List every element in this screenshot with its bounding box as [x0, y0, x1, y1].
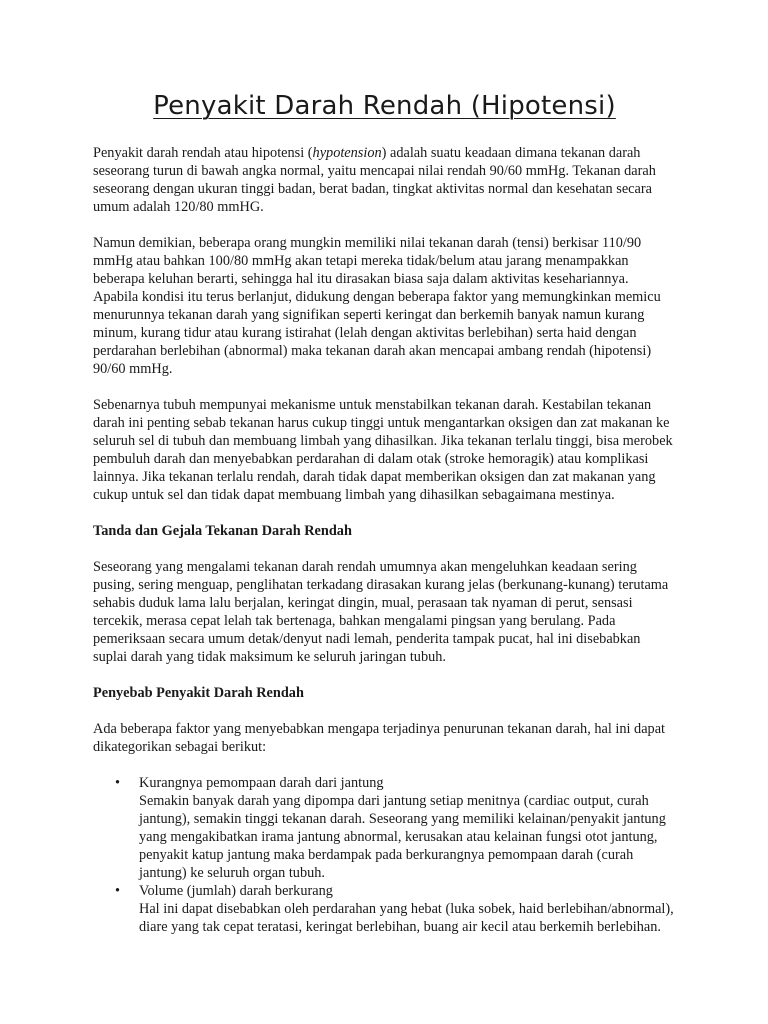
list-item-body: Hal ini dapat disebabkan oleh perdarahan yang hebat (luka sobek, haid berlebihan/abnormal), diare yang tak cepat teratasi, keringat berlebihan, buang air kecil atau berkemih berlebihan.	[139, 901, 674, 935]
document-title: Penyakit Darah Rendah (Hipotensi)	[153, 91, 616, 121]
intro-text-before: Penyakit darah rendah atau hipotensi (	[93, 145, 313, 161]
list-item-body: Semakin banyak darah yang dipompa dari jantung setiap menitnya (cardiac output, curah jantung), semakin tinggi tekanan darah. Seseorang yang memiliki kelainan/penyakit jantung yang mengakibatkan irama jantung abnormal, kerusakan atau kelainan fungsi otot jantung, penyakit katup jantung maka berdampak pada berkurangnya pemompaan darah (curah jantung) ke seluruh organ tubuh.	[139, 793, 666, 881]
list-item-title: • Kurangnya pemompaan darah dari jantung	[139, 775, 384, 791]
section-heading-symptoms: Tanda dan Gejala Tekanan Darah Rendah	[93, 523, 352, 539]
paragraph-2: Namun demikian, beberapa orang mungkin memiliki nilai tekanan darah (tensi) berkisar 110/90 mmHg atau bahkan 100/80 mmHg akan tetapi mereka tidak/belum atau jarang menampakkan beberapa keluhan berarti, sehingga hal itu dirasakan biasa saja dalam aktivitas kesehariannya. Apabila kondisi itu terus berlanjut, didukung dengan beberapa faktor yang memungkinkan memicu menurunnya tekanan darah yang signifikan seperti keringat dan berkemih banyak namun kurang minum, kurang tidur atau kurang istirahat (lelah dengan aktivitas berlebihan) serta haid dengan perdarahan berlebihan (abnormal) maka tekanan darah akan mencapai ambang rendah (hipotensi) 90/60 mmHg.	[93, 235, 661, 377]
list-item	[139, 882, 676, 936]
list-item-title: • Volume (jumlah) darah berkurang	[139, 883, 333, 899]
intro-text-after: ) adalah suatu keadaan dimana tekanan darah seseorang turun di bawah angka normal, yaitu mencapai nilai rendah 90/60 mmHg. Tekanan darah seseorang dengan ukuran tinggi badan, berat badan, tingkat aktivitas normal dan kesehatan secara umum adalah 120/80 mmHG.	[93, 145, 656, 215]
section-heading-causes: Penyebab Penyakit Darah Rendah	[93, 685, 304, 701]
intro-italic-term: hypotension	[312, 145, 382, 161]
paragraph-3: Sebenarnya tubuh mempunyai mekanisme untuk menstabilkan tekanan darah. Kestabilan tekanan darah ini penting sebab tekanan harus cukup tinggi untuk mengantarkan oksigen dan zat makanan ke seluruh sel di tubuh dan membuang limbah yang dihasilkan. Jika tekanan terlalu tinggi, bisa merobek pembuluh darah dan menyebabkan perdarahan di dalam otak (stroke hemoragik) atau komplikasi lainnya. Jika tekanan terlalu rendah, darah tidak dapat memberikan oksigen dan zat makanan yang cukup untuk sel dan tidak dapat membuang limbah yang dihasilkan sebagaimana mestinya.	[93, 397, 673, 503]
list-item	[139, 774, 676, 882]
symptoms-paragraph: Seseorang yang mengalami tekanan darah rendah umumnya akan mengeluhkan keadaan sering pusing, sering menguap, penglihatan terkadang dirasakan kurang jelas (berkunang-kunang) terutama sehabis duduk lama lalu berjalan, keringat dingin, mual, perasaan tak nyaman di perut, sensasi tercekik, merasa cepat lelah tak bertenaga, bahkan mengalami pingsan yang berulang. Pada pemeriksaan secara umum detak/denyut nadi lemah, penderita tampak pucat, hal ini disebabkan suplai darah yang tidak maksimum ke seluruh jaringan tubuh.	[93, 559, 669, 665]
intro-paragraph	[93, 144, 676, 216]
causes-list	[93, 774, 676, 936]
causes-intro-paragraph: Ada beberapa faktor yang menyebabkan mengapa terjadinya penurunan tekanan darah, hal ini dapat dikategorikan sebagai berikut:	[93, 721, 666, 755]
